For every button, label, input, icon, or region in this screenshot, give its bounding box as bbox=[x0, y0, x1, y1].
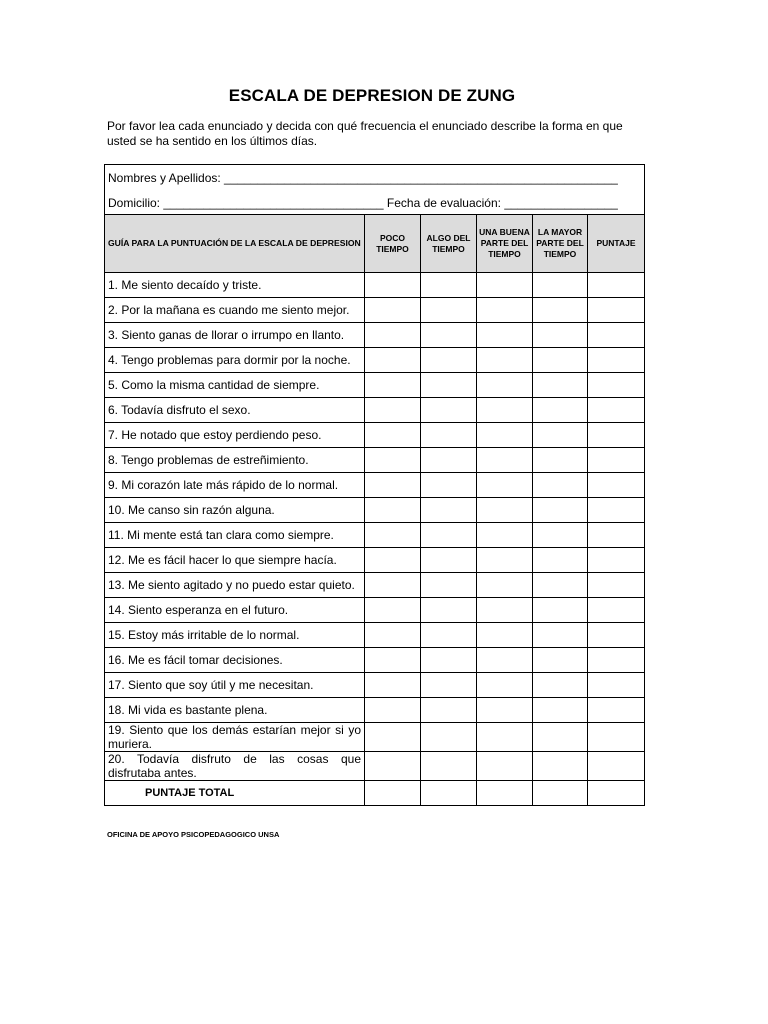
response-cell[interactable] bbox=[533, 423, 588, 448]
response-cell[interactable] bbox=[421, 698, 477, 723]
response-cell[interactable] bbox=[477, 348, 533, 373]
response-cell[interactable] bbox=[533, 673, 588, 698]
table-row bbox=[105, 523, 645, 548]
response-cell[interactable] bbox=[477, 598, 533, 623]
table-row bbox=[105, 498, 645, 523]
footer-office-text: OFICINA DE APOYO PSICOPEDAGOGICO UNSA bbox=[107, 830, 280, 839]
score-cell[interactable] bbox=[588, 298, 645, 323]
response-cell[interactable] bbox=[533, 723, 588, 752]
response-cell[interactable] bbox=[533, 573, 588, 598]
response-cell[interactable] bbox=[365, 298, 421, 323]
response-cell[interactable] bbox=[365, 573, 421, 598]
response-cell[interactable] bbox=[421, 448, 477, 473]
instructions-text: Por favor lea cada enunciado y decida con qué frecuencia el enunciado describe la forma en que usted se ha sentido en los últimos días. bbox=[107, 119, 623, 148]
response-cell[interactable] bbox=[533, 598, 588, 623]
address-date-field[interactable]: Domicilio: _________________________________ Fecha de evaluación: _________________ bbox=[105, 189, 645, 215]
response-cell[interactable] bbox=[533, 698, 588, 723]
score-cell[interactable] bbox=[588, 498, 645, 523]
score-cell[interactable] bbox=[588, 698, 645, 723]
response-cell[interactable] bbox=[421, 398, 477, 423]
response-cell[interactable] bbox=[533, 623, 588, 648]
score-cell[interactable] bbox=[588, 723, 645, 752]
total-row bbox=[105, 781, 645, 806]
response-cell[interactable] bbox=[477, 323, 533, 348]
score-cell[interactable] bbox=[588, 273, 645, 298]
table-row bbox=[105, 398, 645, 423]
item-statement: 12. Me es fácil hacer lo que siempre hacía. bbox=[105, 548, 365, 573]
score-cell[interactable] bbox=[588, 448, 645, 473]
response-cell[interactable] bbox=[477, 723, 533, 752]
column-header-mayor-parte: LA MAYOR PARTE DEL TIEMPO bbox=[533, 215, 588, 273]
response-cell[interactable] bbox=[477, 398, 533, 423]
response-cell[interactable] bbox=[477, 752, 533, 781]
total-response-cell[interactable] bbox=[477, 781, 533, 806]
table-row bbox=[105, 752, 645, 781]
guide-header: GUÍA PARA LA PUNTUACIÓN DE LA ESCALA DE DEPRESION bbox=[105, 215, 365, 273]
response-cell[interactable] bbox=[365, 673, 421, 698]
item-statement: 13. Me siento agitado y no puedo estar quieto. bbox=[105, 573, 365, 598]
score-cell[interactable] bbox=[588, 648, 645, 673]
response-cell[interactable] bbox=[533, 448, 588, 473]
item-statement: 1. Me siento decaído y triste. bbox=[105, 273, 365, 298]
response-cell[interactable] bbox=[477, 698, 533, 723]
response-cell[interactable] bbox=[421, 723, 477, 752]
response-cell[interactable] bbox=[477, 573, 533, 598]
response-cell[interactable] bbox=[533, 298, 588, 323]
response-cell[interactable] bbox=[365, 723, 421, 752]
total-response-cell[interactable] bbox=[533, 781, 588, 806]
table-row bbox=[105, 373, 645, 398]
response-cell[interactable] bbox=[533, 323, 588, 348]
response-cell[interactable] bbox=[533, 398, 588, 423]
item-statement: 5. Como la misma cantidad de siempre. bbox=[105, 373, 365, 398]
response-cell[interactable] bbox=[533, 548, 588, 573]
score-cell[interactable] bbox=[588, 423, 645, 448]
response-cell[interactable] bbox=[421, 752, 477, 781]
response-cell[interactable] bbox=[533, 473, 588, 498]
response-cell[interactable] bbox=[477, 473, 533, 498]
response-cell[interactable] bbox=[365, 752, 421, 781]
response-cell[interactable] bbox=[421, 498, 477, 523]
response-cell[interactable] bbox=[365, 448, 421, 473]
item-statement: 14. Siento esperanza en el futuro. bbox=[105, 598, 365, 623]
column-header-puntaje: PUNTAJE bbox=[588, 215, 645, 273]
score-cell[interactable] bbox=[588, 523, 645, 548]
table-row bbox=[105, 548, 645, 573]
response-cell[interactable] bbox=[533, 523, 588, 548]
table-row bbox=[105, 648, 645, 673]
table-header-row bbox=[105, 215, 645, 273]
table-row bbox=[105, 448, 645, 473]
response-cell[interactable] bbox=[365, 523, 421, 548]
depression-scale-table bbox=[104, 164, 645, 806]
response-cell[interactable] bbox=[365, 423, 421, 448]
response-cell[interactable] bbox=[365, 648, 421, 673]
score-cell[interactable] bbox=[588, 598, 645, 623]
response-cell[interactable] bbox=[365, 498, 421, 523]
score-cell[interactable] bbox=[588, 752, 645, 781]
column-header-algo-del-tiempo: ALGO DEL TIEMPO bbox=[421, 215, 477, 273]
column-header-buena-parte: UNA BUENA PARTE DEL TIEMPO bbox=[477, 215, 533, 273]
item-statement: 11. Mi mente está tan clara como siempre. bbox=[105, 523, 365, 548]
item-statement: 3. Siento ganas de llorar o irrumpo en llanto. bbox=[105, 323, 365, 348]
score-cell[interactable] bbox=[588, 398, 645, 423]
response-cell[interactable] bbox=[421, 348, 477, 373]
item-statement: 16. Me es fácil tomar decisiones. bbox=[105, 648, 365, 673]
table-row bbox=[105, 473, 645, 498]
response-cell[interactable] bbox=[365, 473, 421, 498]
item-statement: 20. Todavía disfruto de las cosas que disfrutaba antes. bbox=[105, 752, 365, 781]
response-cell[interactable] bbox=[421, 298, 477, 323]
score-cell[interactable] bbox=[588, 673, 645, 698]
response-cell[interactable] bbox=[421, 673, 477, 698]
item-statement: 10. Me canso sin razón alguna. bbox=[105, 498, 365, 523]
response-cell[interactable] bbox=[533, 373, 588, 398]
name-field[interactable]: Nombres y Apellidos: ___________________________________________________________ bbox=[105, 165, 645, 190]
response-cell[interactable] bbox=[421, 323, 477, 348]
score-cell[interactable] bbox=[588, 548, 645, 573]
score-cell[interactable] bbox=[588, 323, 645, 348]
table-row bbox=[105, 573, 645, 598]
table-row bbox=[105, 423, 645, 448]
response-cell[interactable] bbox=[365, 623, 421, 648]
table-row bbox=[105, 348, 645, 373]
item-statement: 7. He notado que estoy perdiendo peso. bbox=[105, 423, 365, 448]
table-row bbox=[105, 273, 645, 298]
table-row bbox=[105, 673, 645, 698]
item-statement: 9. Mi corazón late más rápido de lo normal. bbox=[105, 473, 365, 498]
response-cell[interactable] bbox=[365, 323, 421, 348]
response-cell[interactable] bbox=[365, 348, 421, 373]
response-cell[interactable] bbox=[477, 648, 533, 673]
item-statement: 6. Todavía disfruto el sexo. bbox=[105, 398, 365, 423]
response-cell[interactable] bbox=[533, 752, 588, 781]
response-cell[interactable] bbox=[421, 623, 477, 648]
response-cell[interactable] bbox=[421, 473, 477, 498]
response-cell[interactable] bbox=[477, 273, 533, 298]
page-title: ESCALA DE DEPRESION DE ZUNG bbox=[228, 86, 516, 105]
response-cell[interactable] bbox=[477, 548, 533, 573]
score-cell[interactable] bbox=[588, 373, 645, 398]
score-cell[interactable] bbox=[588, 573, 645, 598]
total-score-cell[interactable] bbox=[588, 781, 645, 806]
item-statement: 19. Siento que los demás estarían mejor si yo muriera. bbox=[105, 723, 365, 752]
response-cell[interactable] bbox=[421, 373, 477, 398]
response-cell[interactable] bbox=[421, 573, 477, 598]
response-cell[interactable] bbox=[533, 348, 588, 373]
total-label: PUNTAJE TOTAL bbox=[105, 781, 365, 806]
column-header-poco-tiempo: POCO TIEMPO bbox=[365, 215, 421, 273]
response-cell[interactable] bbox=[421, 523, 477, 548]
response-cell[interactable] bbox=[477, 373, 533, 398]
item-statement: 4. Tengo problemas para dormir por la noche. bbox=[105, 348, 365, 373]
response-cell[interactable] bbox=[477, 498, 533, 523]
item-statement: 8. Tengo problemas de estreñimiento. bbox=[105, 448, 365, 473]
response-cell[interactable] bbox=[365, 598, 421, 623]
item-statement: 17. Siento que soy útil y me necesitan. bbox=[105, 673, 365, 698]
response-cell[interactable] bbox=[421, 273, 477, 298]
score-cell[interactable] bbox=[588, 348, 645, 373]
table-row bbox=[105, 598, 645, 623]
response-cell[interactable] bbox=[421, 598, 477, 623]
table-row bbox=[105, 298, 645, 323]
table-row bbox=[105, 623, 645, 648]
response-cell[interactable] bbox=[477, 673, 533, 698]
response-cell[interactable] bbox=[421, 423, 477, 448]
total-response-cell[interactable] bbox=[365, 781, 421, 806]
response-cell[interactable] bbox=[477, 523, 533, 548]
response-cell[interactable] bbox=[533, 648, 588, 673]
response-cell[interactable] bbox=[365, 273, 421, 298]
response-cell[interactable] bbox=[365, 548, 421, 573]
response-cell[interactable] bbox=[421, 648, 477, 673]
response-cell[interactable] bbox=[365, 398, 421, 423]
response-cell[interactable] bbox=[533, 273, 588, 298]
item-statement: 2. Por la mañana es cuando me siento mejor. bbox=[105, 298, 365, 323]
score-cell[interactable] bbox=[588, 473, 645, 498]
total-response-cell[interactable] bbox=[421, 781, 477, 806]
item-statement: 18. Mi vida es bastante plena. bbox=[105, 698, 365, 723]
table-row bbox=[105, 323, 645, 348]
response-cell[interactable] bbox=[477, 623, 533, 648]
score-cell[interactable] bbox=[588, 623, 645, 648]
response-cell[interactable] bbox=[477, 448, 533, 473]
response-cell[interactable] bbox=[365, 373, 421, 398]
table-row bbox=[105, 698, 645, 723]
response-cell[interactable] bbox=[365, 698, 421, 723]
response-cell[interactable] bbox=[421, 548, 477, 573]
response-cell[interactable] bbox=[533, 498, 588, 523]
item-statement: 15. Estoy más irritable de lo normal. bbox=[105, 623, 365, 648]
response-cell[interactable] bbox=[477, 423, 533, 448]
table-row bbox=[105, 723, 645, 752]
response-cell[interactable] bbox=[477, 298, 533, 323]
